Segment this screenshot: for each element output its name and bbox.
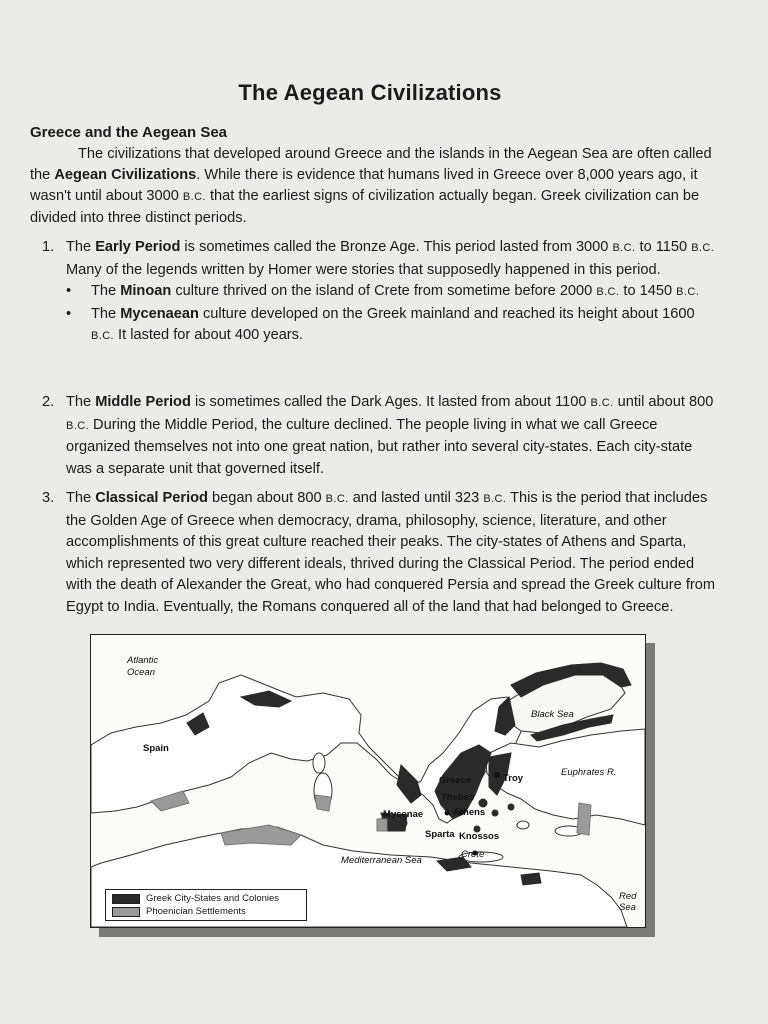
island-rhodes [517, 821, 529, 829]
map-drawing [91, 635, 645, 927]
phoenician-levant [577, 803, 591, 835]
intro-text-3: that the earliest signs of civilization actually began. Greek civilization can be divided into three distinct periods. [30, 188, 700, 226]
bc-label: B.C. [691, 242, 715, 254]
map-label-atlantic: Atlantic [127, 655, 159, 666]
period-name: Early Period [95, 239, 181, 255]
text-run: The [91, 283, 121, 299]
period-text [66, 237, 716, 281]
intro-text-1: The civilizations that developed around Greece and the islands in the Aegean Sea are often called the [30, 146, 712, 183]
legend-label-greek: Greek City-States and Colonies [146, 893, 280, 904]
text-run: culture thrived on the island of Crete from sometime before 2000 [171, 283, 597, 299]
intro-bc: B.C. [182, 191, 206, 203]
period-number: 2. [42, 394, 55, 410]
period-item-classical [42, 488, 716, 618]
bc-label: B.C. [325, 493, 349, 505]
text-run: is sometimes called the Bronze Age. This period lasted from 3000 [180, 239, 613, 255]
intro-bold-term: Aegean Civilizations [54, 167, 197, 183]
map-label-sea: Sea [619, 902, 636, 913]
page-title: The Aegean Civilizations [238, 80, 502, 105]
culture-name: Mycenaean [120, 305, 199, 322]
bullet-item-minoan [66, 281, 716, 304]
text-run: is sometimes called the Dark Ages. It lasted from about 1100 [190, 394, 591, 410]
bc-label: B.C. [596, 286, 620, 298]
legend-swatch-greek [112, 894, 140, 904]
map-place-troy: Troy [503, 773, 524, 784]
text-run: began about 800 [207, 490, 326, 506]
text-run: The [91, 305, 121, 322]
greek-island-dot [508, 804, 514, 810]
intro-text-2: . While there is evidence that humans lived in Greece over 8,000 years ago, it wasn't until about 3000 [30, 167, 698, 204]
city-dot-troy [494, 772, 500, 778]
period-number: 3. [42, 490, 55, 506]
period-number: 1. [42, 239, 55, 255]
text-run: and lasted until 323 [348, 490, 484, 506]
phoenician-sardinia [315, 795, 331, 811]
text-run: The [66, 490, 96, 506]
period-name: Middle Period [95, 394, 191, 410]
bullet-marker: • [66, 305, 72, 322]
text-run: to 1450 [619, 283, 677, 299]
text-run: The [66, 394, 96, 410]
legend-swatch-phoenician [112, 907, 140, 917]
bc-label: B.C. [91, 330, 114, 342]
map-label-red: Red [619, 891, 637, 902]
greek-island-dot [479, 799, 487, 807]
map-place-spain: Spain [143, 743, 169, 754]
aegean-map [90, 634, 646, 928]
phoenician-north-africa [221, 825, 301, 845]
bc-label: B.C. [676, 286, 700, 298]
text-run: During the Middle Period, the culture declined. The people living in what we call Greece organized themselves not into one great nation, but rather into several city-states. Each city-state was a separate unit that governed itself. [66, 416, 693, 477]
map-place-sparta: Sparta [425, 829, 455, 840]
legend-item-phoenician [112, 906, 246, 918]
map-label-mediterranean: Mediterranean Sea [341, 855, 422, 866]
bc-label: B.C. [483, 493, 507, 505]
period-name: Classical Period [95, 490, 208, 506]
culture-name: Minoan [120, 283, 172, 299]
bullet-item-mycenaean [66, 304, 716, 348]
island-corsica [313, 753, 325, 773]
phoenician-sicily-west [377, 819, 387, 831]
bullet-marker: • [66, 283, 72, 299]
bc-label: B.C. [590, 397, 614, 409]
period-item-middle [42, 392, 716, 480]
map-place-greece: Greece [439, 775, 472, 786]
map-label-euphrates: Euphrates R. [561, 767, 617, 778]
section-heading: Greece and the Aegean Sea [30, 124, 228, 141]
map-label-ocean: Ocean [127, 667, 155, 678]
bc-label: B.C. [612, 242, 636, 254]
map-place-athens: Athens [453, 807, 486, 818]
map-label-crete: Crete [461, 849, 485, 860]
bc-label: B.C. [66, 419, 89, 432]
text-run: culture developed on the Greek mainland and reached its height about 1600 [198, 305, 695, 322]
legend-item-greek [112, 893, 279, 905]
text-run: Many of the legends written by Homer were stories that supposedly happened in this period. [66, 261, 661, 278]
text-run: until about 800 [613, 394, 714, 410]
text-run: It lasted for about 400 years. [114, 327, 304, 343]
greek-south-italy [397, 765, 421, 803]
text-run: to 1150 [635, 239, 692, 255]
legend-label-phoenician: Phoenician Settlements [146, 906, 246, 917]
map-legend [105, 889, 307, 921]
map-place-mycenae: Mycenae [383, 809, 424, 820]
intro-paragraph [30, 144, 720, 229]
period-text [66, 392, 716, 480]
period-subcultures [66, 281, 716, 348]
map-place-knossos: Knossos [459, 831, 500, 842]
period-text [66, 488, 716, 618]
text-run: This is the period that includes the Golden Age of Greece when democracy, drama, philosophy, science, literature, and other accomplishments of this great culture reached their peaks. The city-states of Athens and Sparta, which represented two very different ideals, thrived during the Classical Period. The period ended with the death of Alexander the Great, who had conquered Persia and spread the Greek culture from Egypt to India. Eventually, the Romans conquered all of the land that had belonged to Greece. [66, 490, 716, 615]
greek-egypt-delta [521, 873, 541, 885]
map-place-thebes: Thebes [441, 792, 475, 803]
greek-island-dot [492, 810, 498, 816]
city-dot-mycenae [445, 811, 450, 816]
period-item-early [42, 237, 716, 348]
map-label-black-sea: Black Sea [531, 709, 574, 720]
text-run: The [66, 239, 96, 255]
